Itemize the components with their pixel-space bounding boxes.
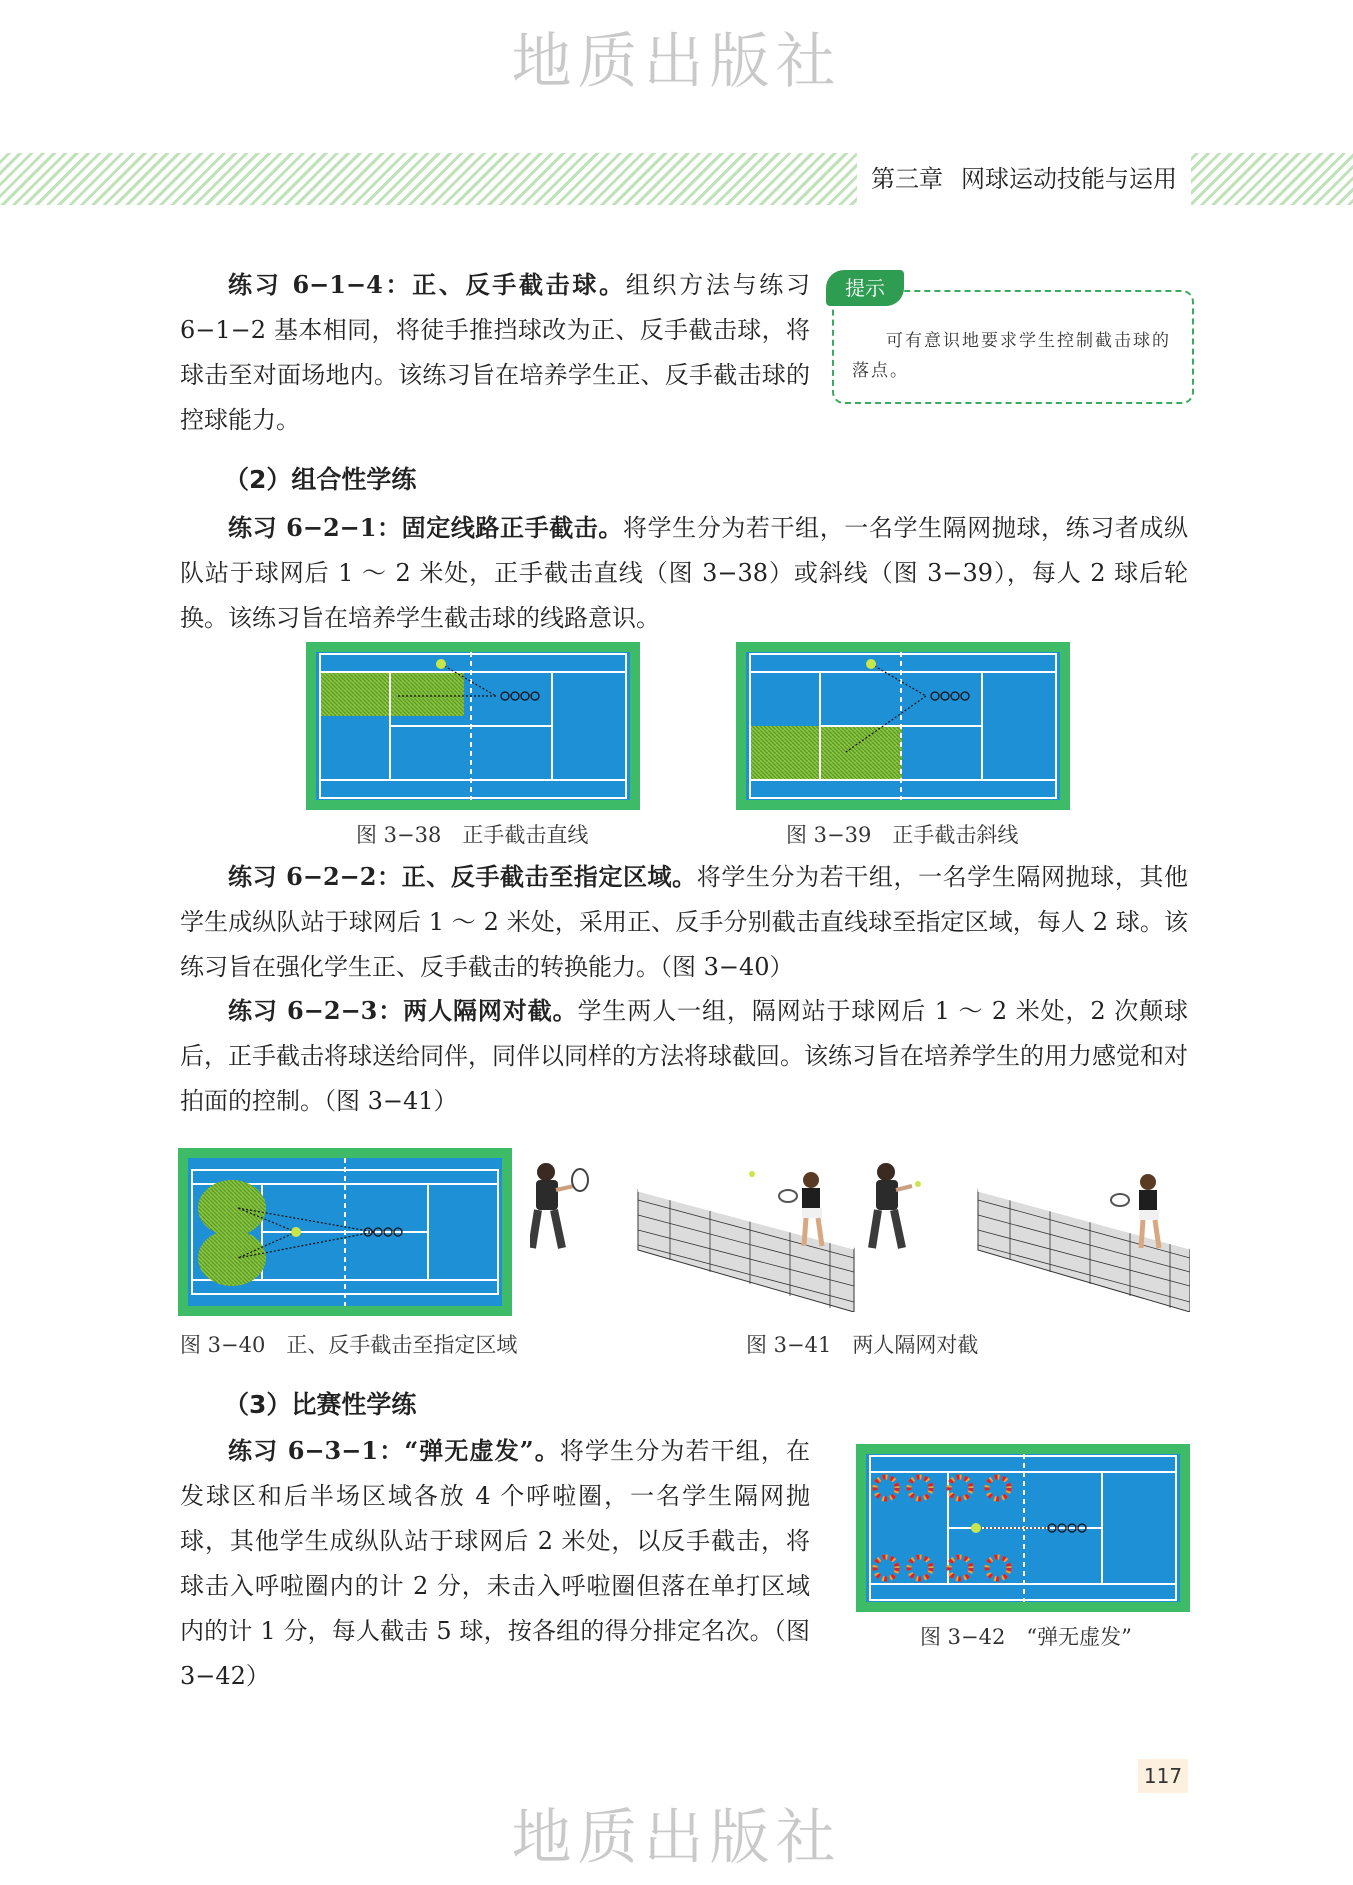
publisher-watermark-top: 地质出版社 <box>511 27 842 97</box>
exercise-6-2-1-title: 练习 6−2−1：固定线路正手截击。 <box>228 513 623 542</box>
exercise-6-2-2 <box>180 854 1188 990</box>
figure-3-39-caption: 图 3−39 正手截击斜线 <box>786 823 1019 847</box>
tip-text: 可有意识地要求学生控制截击球的落点。 <box>852 331 1171 381</box>
chapter-header <box>857 153 1191 205</box>
target-zone <box>750 726 902 780</box>
tennis-net-photo <box>978 1190 1190 1312</box>
target-zone <box>198 1230 266 1286</box>
chapter-header-band <box>0 153 1353 205</box>
exercise-6-2-3-title: 练习 6−2−3：两人隔网对截。 <box>228 996 578 1025</box>
court-diagram-3-39 <box>736 642 1070 810</box>
exercise-6-3-1 <box>180 1428 810 1699</box>
exercise-6-1-4 <box>180 262 810 443</box>
target-zone <box>198 1180 266 1236</box>
exercise-6-1-4-title: 练习 6−1−4：正、反手截击球。 <box>228 270 626 299</box>
ball <box>866 659 876 669</box>
ball <box>291 1227 301 1237</box>
ball <box>971 1523 981 1533</box>
exercise-6-2-3-body: 学生两人一组，隔网站于球网后 1 ～ 2 米处，2 次颠球后，正手截击将球送给同伴，同伴以同样的方法将球截回。该练习旨在培养学生的用力感觉和对拍面的控制。（图 3−41） <box>180 997 1189 1115</box>
chapter-title: 网球运动技能与运用 <box>961 165 1177 193</box>
publisher-watermark-bottom: 地质出版社 <box>511 1803 842 1873</box>
figure-3-40-caption: 图 3−40 正、反手截击至指定区域 <box>180 1333 518 1357</box>
exercise-6-3-1-title: 练习 6−3−1：“弹无虚发”。 <box>228 1436 560 1465</box>
court-diagram-3-38 <box>306 642 640 810</box>
exercise-6-2-1 <box>180 505 1188 641</box>
section-heading-2: （2）组合性学练 <box>224 465 417 494</box>
player-photo-male <box>872 1163 921 1248</box>
figure-3-38-caption: 图 3−38 正手截击直线 <box>356 823 589 847</box>
chapter-number: 第三章 <box>871 165 943 193</box>
court-diagram-3-40 <box>178 1148 512 1316</box>
tip-badge: 提示 <box>826 270 904 306</box>
two-player-volley-photo <box>530 1160 1190 1312</box>
exercise-6-2-3 <box>180 988 1188 1124</box>
figure-3-42-caption: 图 3−42 “弹无虚发” <box>920 1625 1132 1649</box>
section-heading-3: （3）比赛性学练 <box>224 1390 417 1419</box>
exercise-6-2-1-body: 将学生分为若干组，一名学生隔网抛球，练习者成纵队站于球网后 1 ～ 2 米处，正手截击直线（图 3−38）或斜线（图 3−39），每人 2 球后轮换。该练习旨在培养学生截击球的线路意识。 <box>180 514 1189 632</box>
figure-3-41-caption: 图 3−41 两人隔网对截 <box>746 1333 979 1357</box>
page-number: 117 <box>1138 1759 1188 1793</box>
exercise-6-2-2-title: 练习 6−2−2：正、反手截击至指定区域。 <box>228 862 697 891</box>
tip-box <box>832 276 1194 404</box>
exercise-6-1-4-body: 组织方法与练习 6−1−2 基本相同，将徒手推挡球改为正、反手截击球，将球击至对面场地内。该练习旨在培养学生正、反手截击球的控球能力。 <box>180 271 811 434</box>
target-zone <box>320 672 464 716</box>
exercise-6-3-1-body: 将学生分为若干组，在发球区和后半场区域各放 4 个呼啦圈，一名学生隔网抛球，其他学生成纵队站于球网后 2 米处，以反手截击，将球击入呼啦圈内的计 2 分，未击入呼啦圈但落在单打区域内的计 1 分，每人截击 5 球，按各组的得分排定名次。（图 3−42） <box>180 1437 811 1690</box>
court-diagram-3-42 <box>856 1444 1190 1612</box>
player-photo-male <box>532 1163 588 1248</box>
exercise-6-2-2-body: 将学生分为若干组，一名学生隔网抛球，其他学生成纵队站于球网后 1 ～ 2 米处，采用正、反手分别截击直线球至指定区域，每人 2 球。该练习旨在强化学生正、反手截击的转换能力。（图 3−40） <box>180 863 1189 981</box>
ball <box>436 659 446 669</box>
